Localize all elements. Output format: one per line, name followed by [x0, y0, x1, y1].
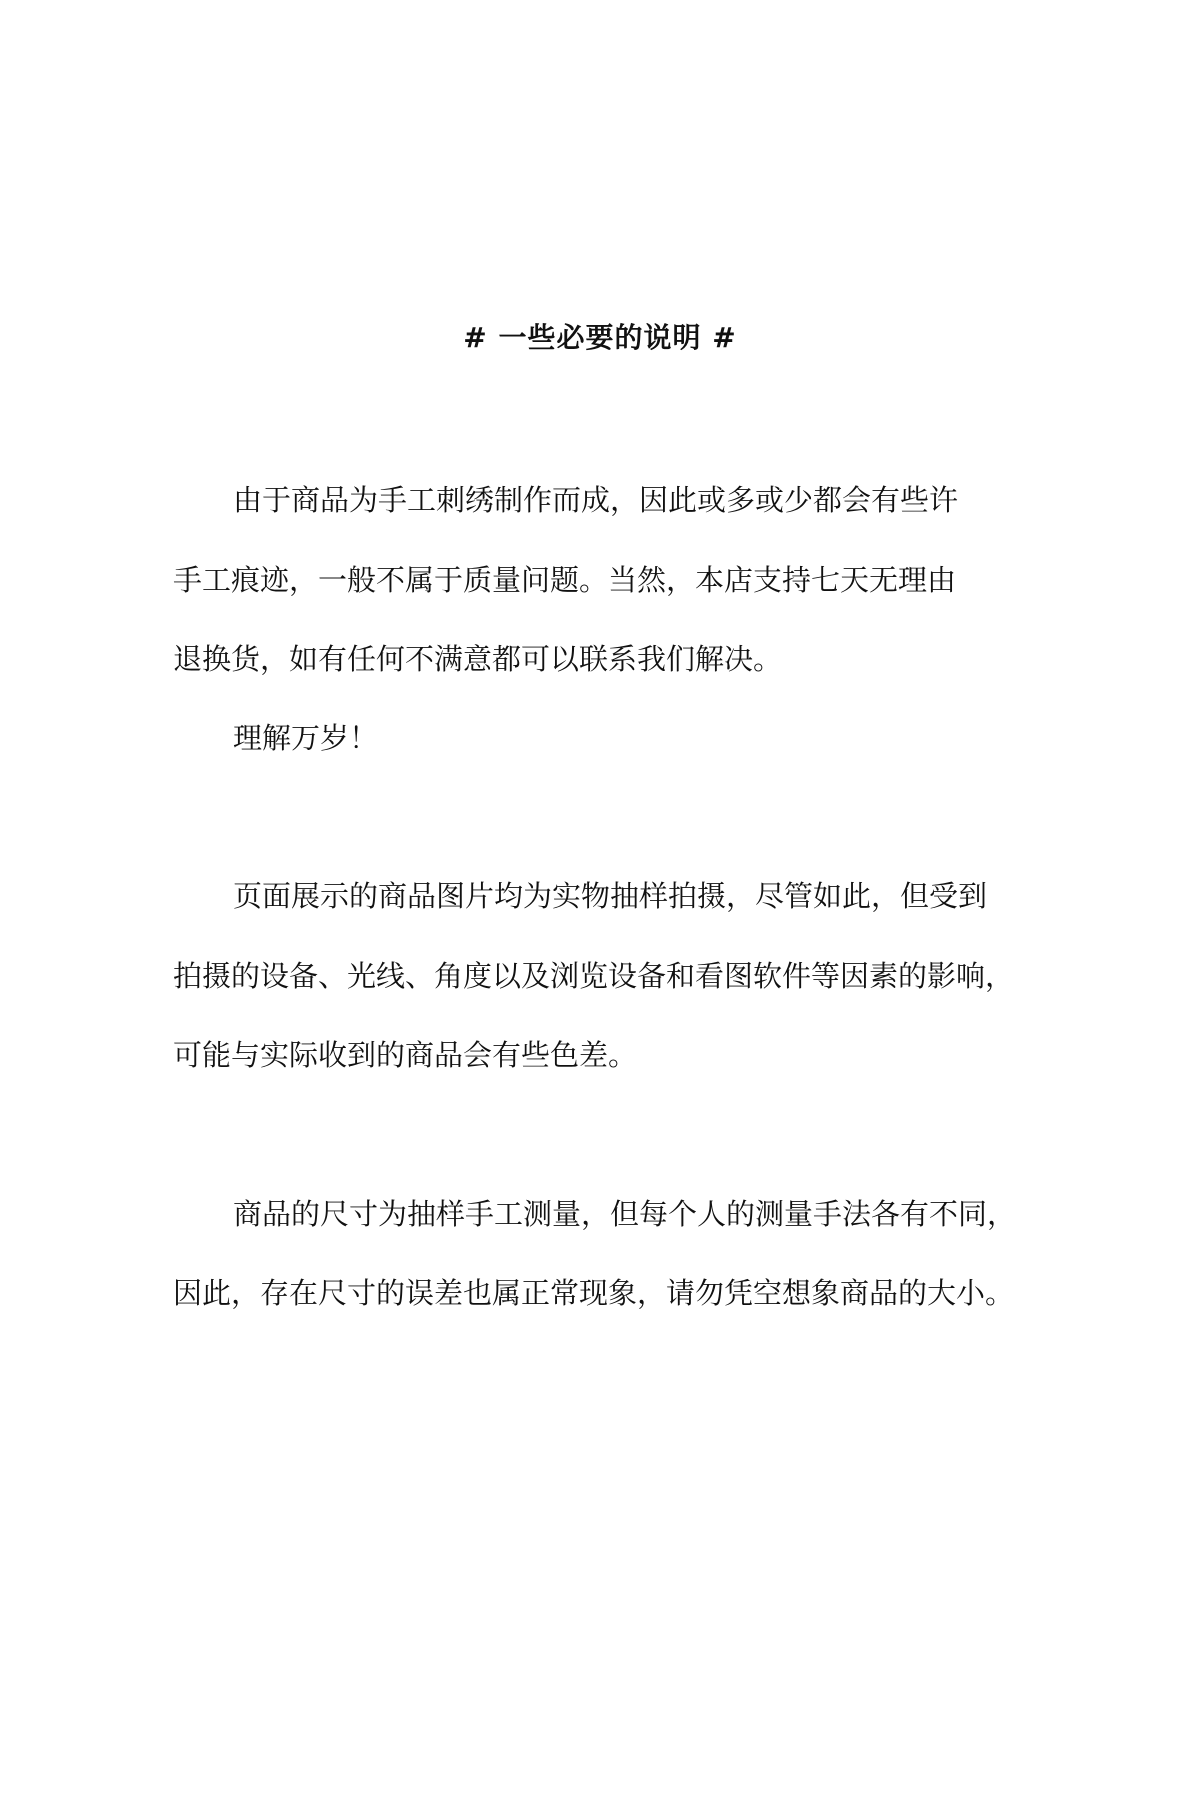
section-1-line-1: 由于商品为手工刺绣制作而成，因此或多或少都会有些许: [233, 483, 959, 517]
section-1-line-2: 手工痕迹，一般不属于质量问题。当然，本店支持七天无理由: [173, 563, 957, 597]
section-3-line-2: 因此，存在尺寸的误差也属正常现象，请勿凭空想象商品的大小。: [173, 1276, 1015, 1310]
section-2-line-1: 页面展示的商品图片均为实物抽样拍摄，尽管如此，但受到: [233, 879, 988, 913]
section-1-line-4: 理解万岁！: [233, 721, 379, 755]
section-2-line-2: 拍摄的设备、光线、角度以及浏览设备和看图软件等因素的影响，: [173, 959, 1015, 993]
document-title: # 一些必要的说明 #: [463, 321, 737, 354]
section-3-line-1: 商品的尺寸为抽样手工测量，但每个人的测量手法各有不同，: [233, 1197, 1017, 1231]
section-2-line-3: 可能与实际收到的商品会有些色差。: [173, 1038, 638, 1072]
section-1-line-3: 退换货，如有任何不满意都可以联系我们解决。: [173, 642, 783, 676]
